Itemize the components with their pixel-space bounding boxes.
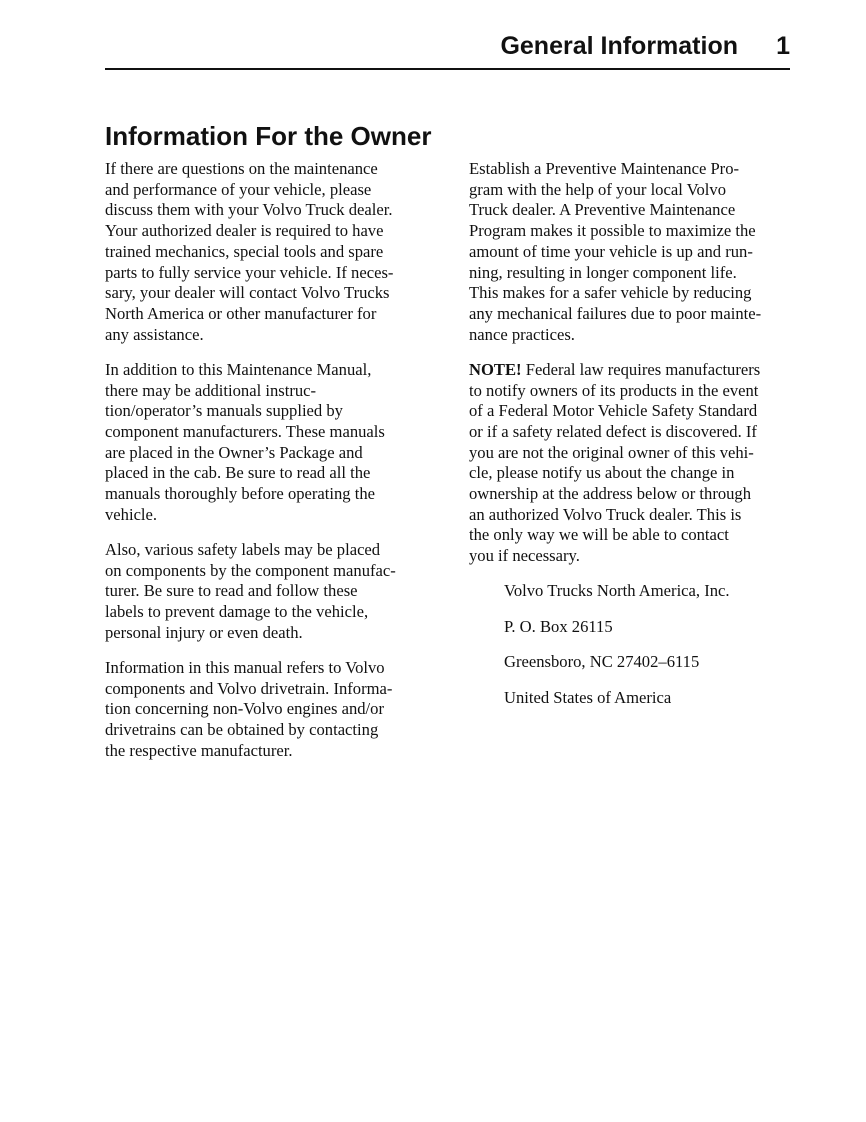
address-po-box: P. O. Box 26115	[504, 616, 613, 636]
text-line: In addition to this Maintenance Manual,	[105, 359, 372, 379]
text-line: nance practices.	[469, 324, 575, 344]
text-line: component manufacturers. These manuals	[105, 421, 385, 441]
text-line: discuss them with your Volvo Truck dealer.	[105, 200, 393, 220]
text-line: Truck dealer. A Preventive Maintenance	[469, 200, 736, 220]
text-line: of a Federal Motor Vehicle Safety Standard	[469, 401, 758, 421]
text-line: an authorized Volvo Truck dealer. This is	[469, 504, 742, 524]
right-column	[469, 159, 814, 723]
text-line: any assistance.	[105, 324, 204, 344]
paragraph-questions	[105, 159, 450, 345]
text-line: parts to fully service your vehicle. If neces-	[105, 262, 394, 282]
text-line: Your authorized dealer is required to have	[105, 221, 384, 241]
text-line: on components by the component manufac-	[105, 560, 396, 580]
text-line: amount of time your vehicle is up and run-	[469, 241, 753, 261]
text-line: ownership at the address below or through	[469, 484, 752, 504]
section-title: General Information	[500, 32, 738, 60]
text-line: placed in the cab. Be sure to read all the	[105, 463, 371, 483]
left-column	[105, 159, 450, 776]
text-line: you if necessary.	[469, 546, 580, 566]
paragraph-manuals	[105, 360, 450, 526]
text-line: vehicle.	[105, 504, 158, 524]
text-line: the respective manufacturer.	[105, 740, 293, 760]
text-line: personal injury or even death.	[105, 622, 303, 642]
note-first-line	[469, 360, 814, 381]
text-line: components and Volvo drivetrain. Informa-	[105, 678, 393, 698]
text-line: the only way we will be able to contact	[469, 525, 729, 545]
paragraph-preventive-maintenance	[469, 159, 814, 345]
note-first-line-text: Federal law requires manufacturers	[521, 359, 761, 379]
text-line: or if a safety related defect is discovered. If	[469, 421, 757, 441]
text-line: This makes for a safer vehicle by reducing	[469, 283, 752, 303]
text-line: tion/operator’s manuals supplied by	[105, 401, 343, 421]
text-line: turer. Be sure to read and follow these	[105, 581, 358, 601]
text-line: Information in this manual refers to Volvo	[105, 657, 385, 677]
text-line: sary, your dealer will contact Volvo Trucks	[105, 283, 390, 303]
page-title: Information For the Owner	[105, 121, 432, 151]
address-country: United States of America	[504, 687, 672, 707]
text-line: labels to prevent damage to the vehicle,	[105, 602, 369, 622]
note-paragraph	[469, 360, 814, 567]
text-line: trained mechanics, special tools and spare	[105, 241, 384, 261]
note-label: NOTE!	[469, 359, 522, 379]
text-line: and performance of your vehicle, please	[105, 179, 372, 199]
text-line: Program makes it possible to maximize the	[469, 221, 756, 241]
page-header	[105, 28, 790, 70]
text-line: drivetrains can be obtained by contacting	[105, 720, 379, 740]
text-line: If there are questions on the maintenance	[105, 159, 378, 178]
paragraph-non-volvo	[105, 658, 450, 762]
text-line: ning, resulting in longer component life.	[469, 262, 737, 282]
text-line: you are not the original owner of this vehi-	[469, 442, 754, 462]
text-line: tion concerning non-Volvo engines and/or	[105, 699, 384, 719]
text-line: Establish a Preventive Maintenance Pro-	[469, 159, 740, 178]
text-line: cle, please notify us about the change in	[469, 463, 735, 483]
paragraph-safety-labels	[105, 540, 450, 644]
text-line: any mechanical failures due to poor mainte-	[469, 303, 762, 323]
text-line: there may be additional instruc-	[105, 380, 317, 400]
text-line: Also, various safety labels may be placed	[105, 539, 381, 559]
text-line: gram with the help of your local Volvo	[469, 179, 727, 199]
text-line: are placed in the Owner’s Package and	[105, 442, 363, 462]
page-number: 1	[776, 32, 790, 60]
text-line: North America or other manufacturer for	[105, 303, 377, 323]
address-company: Volvo Trucks North America, Inc.	[504, 581, 730, 601]
text-line: to notify owners of its products in the event	[469, 380, 759, 400]
text-line: manuals thoroughly before operating the	[105, 484, 376, 504]
address-city: Greensboro, NC 27402–6115	[504, 652, 700, 672]
